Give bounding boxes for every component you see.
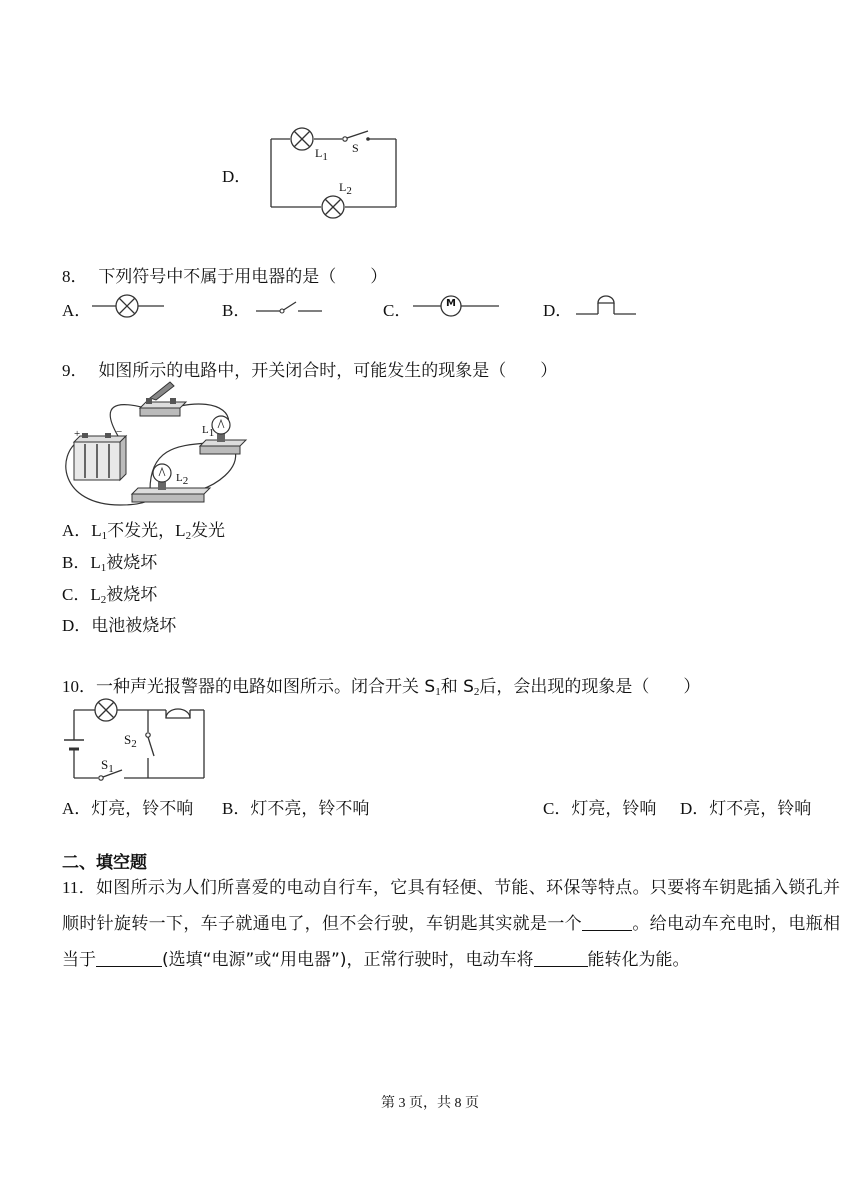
q9-option-a: A．$L_1$不发光，$L_2$发光	[62, 521, 226, 542]
q11-blank-1[interactable]	[582, 912, 632, 931]
q10-option-d: D．灯不亮，铃响	[680, 799, 812, 819]
section-title: 二、填空题	[62, 853, 147, 873]
q8-option-a-letter: A．	[62, 301, 92, 320]
q10-switch-s2-icon	[146, 733, 154, 756]
q9-stem: 9． 如图所示的电路中，开关闭合时，可能发生的现象是（ ）	[62, 361, 558, 381]
q11-blank-2[interactable]	[96, 948, 162, 967]
q7-label-l1: $L_1$	[315, 146, 328, 163]
q10-option-a: A．灯亮，铃不响	[62, 799, 194, 819]
q10-stem: 10．一种声光报警器的电路如图所示。闭合开关 $S_1$和 $S_2$后，会出现的现象是（ ）	[62, 677, 701, 698]
q10-option-b: B．灯不亮，铃不响	[222, 799, 370, 819]
q7-option-d-letter: D．	[222, 167, 252, 186]
q11-paragraph: 11．如图所示为人们所喜爱的电动自行车，它具有轻便、节能、环保等特点。只要将车钥匙插入锁孔并顺时针旋转一下，车子就通电了，但不会行驶，车钥匙其实就是一个 。给电动车充电时，电瓶相当于 (选填“电源”或“用电器”)，正常行驶时，电动车将 能转化为能。	[62, 878, 841, 970]
q9-label-l2: $L_2$	[176, 472, 189, 487]
q10-battery-icon	[64, 740, 84, 749]
q7-label-l2: $L_2$	[339, 180, 352, 197]
page-footer: 第 3 页，共 8 页	[381, 1096, 479, 1111]
q9-option-c: C．$L_2$被烧坏	[62, 585, 158, 606]
motor-symbol-glyph: M	[446, 298, 456, 309]
q9-option-d: D．电池被烧坏	[62, 616, 177, 636]
q9-minus-label: −	[116, 426, 123, 438]
q9-label-l1: $L_1$	[202, 424, 215, 439]
q8-stem: 8． 下列符号中不属于用电器的是（ ）	[62, 267, 388, 287]
q10-option-c: C．灯亮，铃响	[543, 799, 657, 819]
q8-option-c-letter: C．	[383, 301, 412, 320]
q10-label-s1: $S_1$	[101, 757, 114, 775]
q7-label-s: S	[352, 141, 359, 155]
q9-plus-label: +	[74, 428, 81, 440]
q8-option-d-letter: D．	[543, 301, 573, 320]
q11-blank-3[interactable]	[534, 948, 588, 967]
q10-label-s2: $S_2$	[124, 732, 137, 750]
q9-option-b: B．$L_1$被烧坏	[62, 553, 158, 574]
q10-bell-icon	[166, 709, 190, 718]
q8-option-b-letter: B．	[222, 301, 251, 320]
q10-lamp-icon	[95, 699, 117, 721]
